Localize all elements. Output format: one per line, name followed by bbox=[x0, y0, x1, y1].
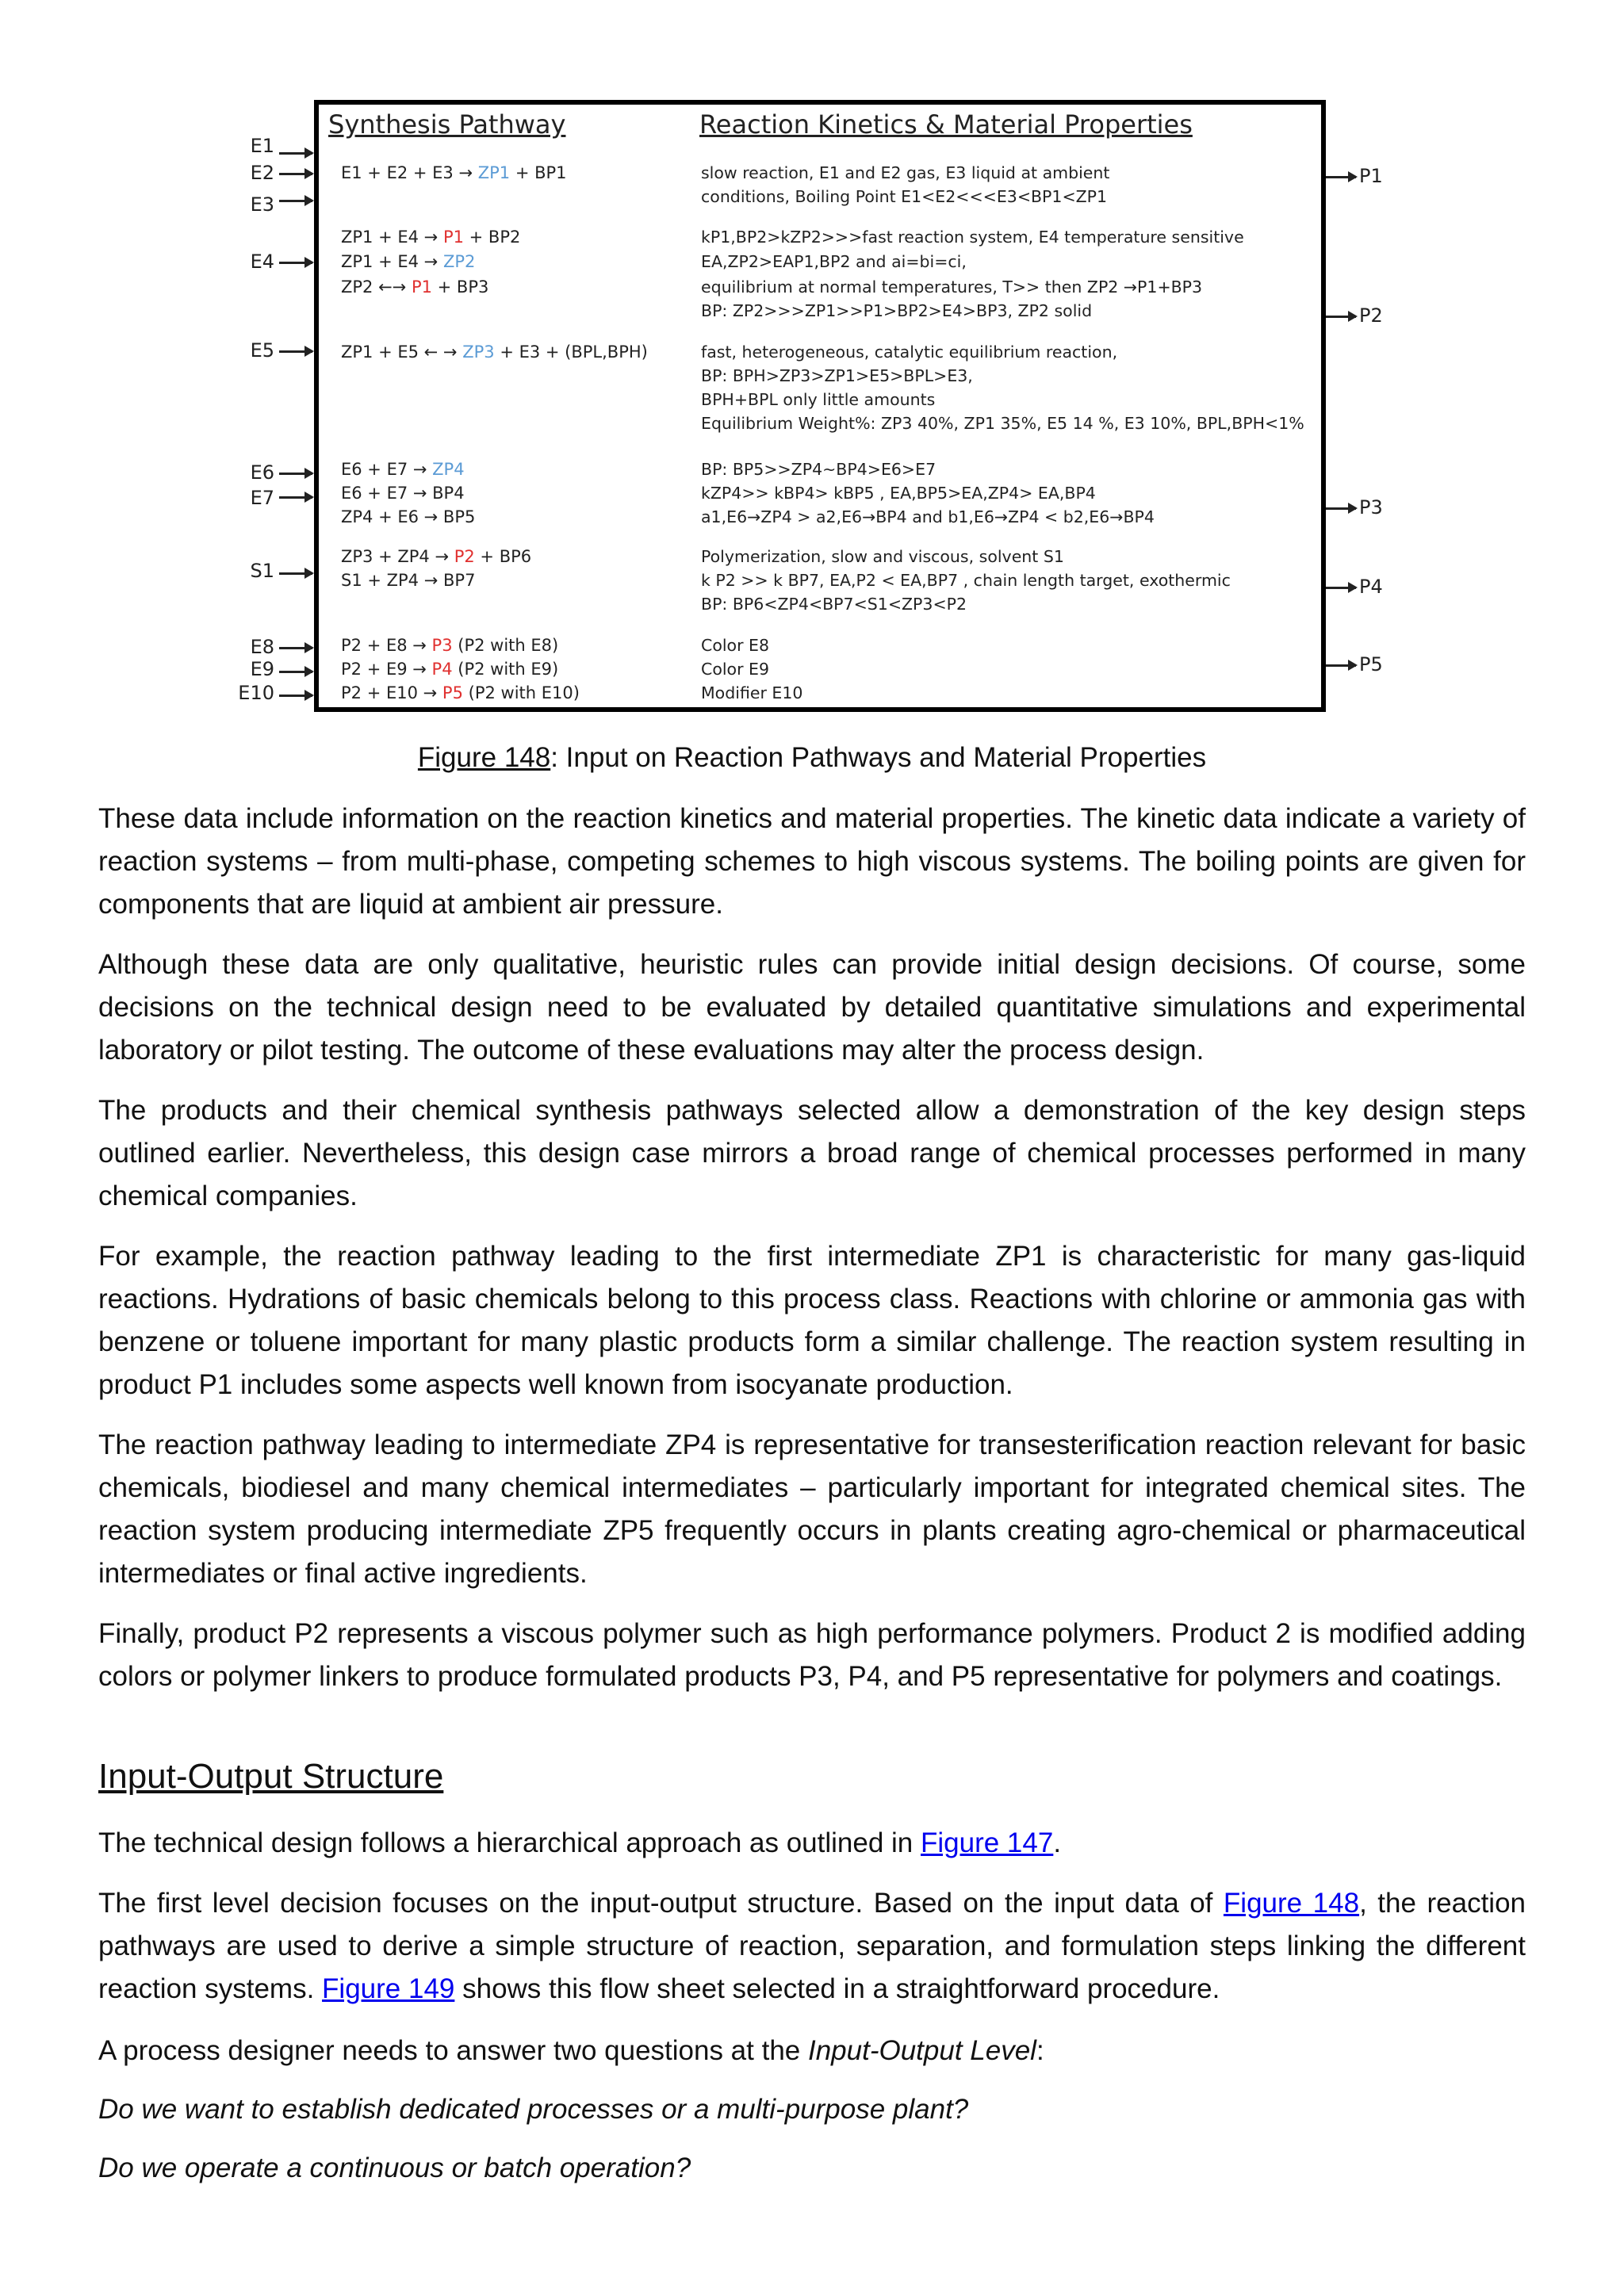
input-arrow bbox=[279, 647, 312, 649]
figure-caption-text: : Input on Reaction Pathways and Material Properties bbox=[550, 742, 1207, 773]
output-label-p2: P2 bbox=[1359, 304, 1383, 327]
output-arrow bbox=[1326, 316, 1356, 318]
property-line: BP: BP6<ZP4<BP7<S1<ZP3<P2 bbox=[701, 595, 967, 614]
question-2: Do we operate a continuous or batch operation? bbox=[98, 2152, 691, 2183]
input-label-s1: S1 bbox=[250, 560, 274, 582]
property-line: kZP4>> kBP4> kBP5 , EA,BP5>EA,ZP4> EA,BP4 bbox=[701, 484, 1096, 503]
output-label-p3: P3 bbox=[1359, 496, 1383, 519]
section-heading: Input-Output Structure bbox=[98, 1757, 444, 1796]
input-arrow bbox=[279, 350, 312, 353]
property-line: BP: BPH>ZP3>ZP1>E5>BPL>E3, bbox=[701, 366, 973, 385]
figure-149-link[interactable]: Figure 149 bbox=[322, 1973, 455, 2004]
reaction-13: P2 + E10 → P5 (P2 with E10) bbox=[341, 683, 580, 702]
reaction-9: ZP3 + ZP4 → P2 + BP6 bbox=[341, 547, 532, 566]
paragraph-2: Although these data are only qualitative, heuristic rules can provide initial design decisions. Of course, some decisions on the technical design need to be evaluated by detailed quantitative simulations and experimental laboratory or pilot testing. The outcome of these evaluations may alter the process design. bbox=[98, 949, 1526, 1066]
reaction-2: ZP1 + E4 → P1 + BP2 bbox=[341, 228, 521, 247]
kinetics-header: Reaction Kinetics & Material Properties bbox=[699, 109, 1193, 140]
input-arrow bbox=[279, 173, 312, 175]
property-line: Color E8 bbox=[701, 636, 770, 655]
reaction-12: P2 + E9 → P4 (P2 with E9) bbox=[341, 660, 559, 679]
figure-caption-label: Figure 148 bbox=[417, 742, 551, 773]
paragraph-8: The first level decision focuses on the input-output structure. Based on the input data of Figure 148, the reaction pathways are used to derive a simple structure of reaction, separation, and formulation steps linking the different reaction systems. Figure 149 shows this flow sheet selected in a straightforward procedure. bbox=[98, 1888, 1526, 2004]
output-label-p5: P5 bbox=[1359, 653, 1383, 675]
output-arrow bbox=[1326, 587, 1356, 589]
property-line: BP: BP5>>ZP4~BP4>E6>E7 bbox=[701, 460, 936, 479]
paragraph-1: These data include information on the reaction kinetics and material properties. The kinetic data indicate a variety of reaction systems – from multi-phase, competing schemes to high viscous systems. The boiling points are given for components that are liquid at ambient air pressure. bbox=[98, 803, 1526, 920]
reaction-6: E6 + E7 → ZP4 bbox=[341, 460, 465, 479]
output-arrow bbox=[1326, 507, 1356, 510]
property-line: conditions, Boiling Point E1<E2<<<E3<BP1<ZP1 bbox=[701, 187, 1108, 206]
reaction-4: ZP2 ←→ P1 + BP3 bbox=[341, 277, 489, 297]
reaction-11: P2 + E8 → P3 (P2 with E8) bbox=[341, 636, 559, 655]
property-line: EA,ZP2>EAP1,BP2 and ai=bi=ci, bbox=[701, 252, 967, 271]
input-label-e8: E8 bbox=[250, 636, 274, 658]
figure-148-link[interactable]: Figure 148 bbox=[1223, 1888, 1360, 1919]
input-arrow bbox=[279, 473, 312, 475]
reaction-10: S1 + ZP4 → BP7 bbox=[341, 571, 476, 590]
input-label-e2: E2 bbox=[250, 162, 274, 184]
figure-147-link[interactable]: Figure 147 bbox=[921, 1827, 1054, 1858]
input-arrow bbox=[279, 496, 312, 499]
input-label-e4: E4 bbox=[250, 251, 274, 273]
paragraph-4: For example, the reaction pathway leading to the first intermediate ZP1 is characteristic for many gas-liquid reactions. Hydrations of basic chemicals belong to this process class. Reactions with chlorine or ammonia gas with benzene or toluene important for many plastic products form a similar challenge. The reaction system resulting in product P1 includes some aspects well known from isocyanate production. bbox=[98, 1241, 1526, 1400]
property-line: slow reaction, E1 and E2 gas, E3 liquid at ambient bbox=[701, 163, 1110, 182]
input-label-e7: E7 bbox=[250, 487, 274, 509]
output-arrow bbox=[1326, 176, 1356, 178]
output-label-p1: P1 bbox=[1359, 165, 1383, 187]
reaction-pathways-figure bbox=[0, 0, 1624, 721]
input-arrow bbox=[279, 152, 312, 155]
input-arrow bbox=[279, 572, 312, 575]
input-label-e5: E5 bbox=[250, 339, 274, 362]
input-label-e9: E9 bbox=[250, 658, 274, 680]
input-arrow bbox=[279, 671, 312, 673]
output-label-p4: P4 bbox=[1359, 576, 1383, 598]
input-label-e10: E10 bbox=[238, 682, 274, 704]
question-1: Do we want to establish dedicated processes or a multi-purpose plant? bbox=[98, 2094, 969, 2125]
property-line: Color E9 bbox=[701, 660, 770, 679]
reaction-8: ZP4 + E6 → BP5 bbox=[341, 507, 476, 526]
reaction-5: ZP1 + E5 ← → ZP3 + E3 + (BPL,BPH) bbox=[341, 342, 648, 362]
figure-caption bbox=[0, 742, 1624, 774]
property-line: k P2 >> k BP7, EA,P2 < EA,BP7 , chain length target, exothermic bbox=[701, 571, 1231, 590]
input-arrow bbox=[279, 262, 312, 264]
paragraph-6: Finally, product P2 represents a viscous polymer such as high performance polymers. Product 2 is modified adding colors or polymer linkers to produce formulated products P3, P4, and P5 representative for polymers and coatings. bbox=[98, 1618, 1526, 1692]
input-label-e1: E1 bbox=[250, 135, 274, 157]
paragraph-9: A process designer needs to answer two questions at the Input-Output Level: bbox=[98, 2035, 1044, 2066]
property-line: fast, heterogeneous, catalytic equilibrium reaction, bbox=[701, 342, 1118, 362]
synthesis-pathway-header: Synthesis Pathway bbox=[328, 109, 566, 140]
property-line: Polymerization, slow and viscous, solvent S1 bbox=[701, 547, 1064, 566]
input-arrow bbox=[279, 695, 312, 697]
property-line: a1,E6→ZP4 > a2,E6→BP4 and b1,E6→ZP4 < b2,E6→BP4 bbox=[701, 507, 1155, 526]
input-arrow bbox=[279, 200, 312, 202]
property-line: equilibrium at normal temperatures, T>> then ZP2 →P1+BP3 bbox=[701, 277, 1203, 297]
property-line: Modifier E10 bbox=[701, 683, 803, 702]
paragraph-5: The reaction pathway leading to intermediate ZP4 is representative for transesterification reaction relevant for basic chemicals, biodiesel and many chemical intermediates – particularly important for integrated chemical sites. The reaction system producing intermediate ZP5 frequently occurs in plants creating agro-chemical or pharmaceutical intermediates or final active ingredients. bbox=[98, 1429, 1526, 1589]
output-arrow bbox=[1326, 664, 1356, 667]
input-label-e6: E6 bbox=[250, 461, 274, 484]
paragraph-7: The technical design follows a hierarchical approach as outlined in Figure 147. bbox=[98, 1827, 1062, 1858]
reaction-7: E6 + E7 → BP4 bbox=[341, 484, 465, 503]
reaction-3: ZP1 + E4 → ZP2 bbox=[341, 252, 476, 271]
property-line: kP1,BP2>kZP2>>>fast reaction system, E4 temperature sensitive bbox=[701, 228, 1244, 247]
paragraph-3: The products and their chemical synthesis pathways selected allow a demonstration of the key design steps outlined earlier. Nevertheless, this design case mirrors a broad range of chemical processes performed in many chemical companies. bbox=[98, 1095, 1526, 1211]
property-line: BP: ZP2>>>ZP1>>P1>BP2>E4>BP3, ZP2 solid bbox=[701, 301, 1093, 320]
reaction-1: E1 + E2 + E3 → ZP1 + BP1 bbox=[341, 163, 567, 182]
input-label-e3: E3 bbox=[250, 193, 274, 216]
property-line: Equilibrium Weight%: ZP3 40%, ZP1 35%, E5 14 %, E3 10%, BPL,BPH<1% bbox=[701, 414, 1304, 433]
property-line: BPH+BPL only little amounts bbox=[701, 390, 936, 409]
